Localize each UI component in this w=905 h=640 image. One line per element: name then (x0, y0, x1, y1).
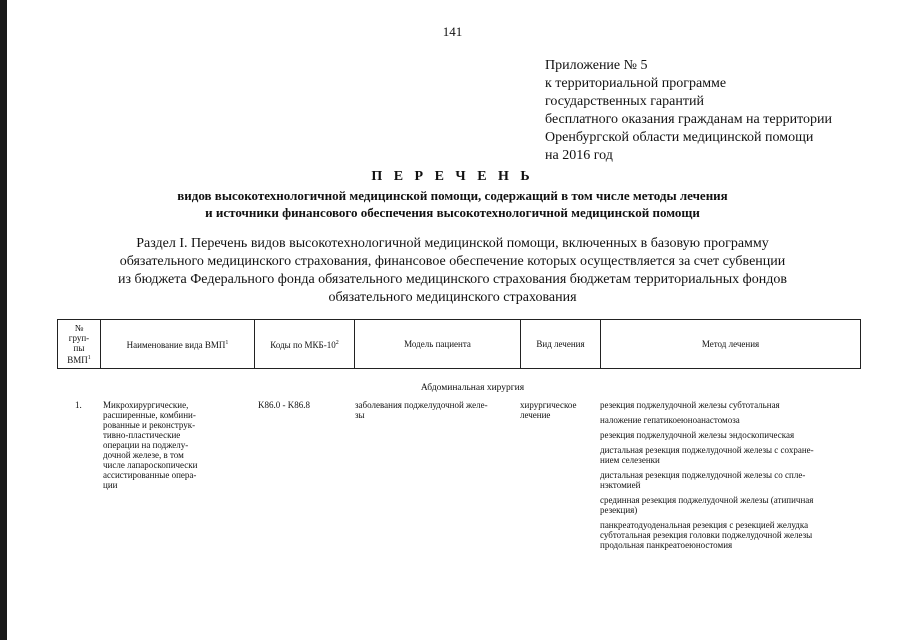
section-heading (0, 235, 905, 307)
table-header (57, 319, 861, 369)
row-treatment-methods (600, 400, 860, 555)
category-heading: Абдоминальная хирургия (420, 383, 525, 393)
appendix-block (545, 57, 895, 165)
method-item: резекция поджелудочной железы эндоскопическая (600, 430, 795, 440)
method-item: наложение гепатикоеюноанастомоза (600, 415, 740, 425)
row-vmp-name: Микрохирургические, расширенные, комбини- рованные и реконструк- тивно-пластические операции на поджелу- дочной железе, в том числе лапароскопически ассистированные опера- ции (103, 400, 198, 490)
subtitle-line: видов высокотехнологичной медицинской помощи, содержащий в том числе методы лечения (177, 188, 728, 203)
appendix-line: бесплатного оказания гражданам на территории (545, 112, 832, 127)
appendix-line: к территориальной программе (545, 76, 727, 91)
row-patient-model: заболевания поджелудочной желе- зы (355, 400, 488, 420)
header-treatment-type: Вид лечения (520, 320, 600, 368)
row-icd-codes: K86.0 - K86.8 (258, 400, 310, 410)
method-item: панкреатодуоденальная резекция с резекцией желудка субтотальная резекция головки поджелудочной железы продольная панкреатоеюностомия (600, 520, 813, 550)
header-treatment-method: Метод лечения (600, 320, 860, 368)
row-treatment-type: хирургическое лечение (520, 400, 577, 420)
appendix-line: Оренбургской области медицинской помощи (545, 130, 814, 145)
header-vmp-name: Наименование вида ВМП$^1$ (100, 320, 254, 368)
section-heading-line: обязательного медицинского страхования, финансовое обеспечение которых осуществляется за счет субвенции (119, 254, 786, 269)
appendix-line: государственных гарантий (545, 94, 704, 109)
appendix-line: на 2016 год (545, 148, 613, 163)
section-heading-line: Раздел I. Перечень видов высокотехнологичной медицинской помощи, включенных в базовую программу (136, 236, 769, 251)
document-subtitle (0, 187, 905, 221)
method-item: срединная резекция поджелудочной железы (атипичная резекция) (600, 495, 814, 515)
scan-edge (0, 0, 7, 640)
section-heading-line: обязательного медицинского страхования (328, 290, 577, 305)
section-heading-line: из бюджета Федерального фонда обязательного медицинского страхования бюджетам территориальных фондов (118, 272, 787, 287)
method-item: резекция поджелудочной железы субтотальная (600, 400, 780, 410)
header-icd-codes: Коды по МКБ-$10^2$ (254, 320, 354, 368)
appendix-line: Приложение № 5 (545, 58, 648, 73)
method-item: дистальная резекция поджелудочной железы со спле- нэктомией (600, 470, 806, 490)
header-group-number: № груп- пы ВМП$^1$ (67, 323, 91, 365)
row-number: 1. (75, 400, 82, 410)
header-patient-model: Модель пациента (354, 320, 520, 368)
page-number: 141 (442, 24, 463, 39)
method-item: дистальная резекция поджелудочной железы с сохране- нием селезенки (600, 445, 814, 465)
subtitle-line: и источники финансового обеспечения высокотехнологичной медицинской помощи (205, 205, 700, 220)
document-title: П Е Р Е Ч Е Н Ь (371, 169, 534, 184)
